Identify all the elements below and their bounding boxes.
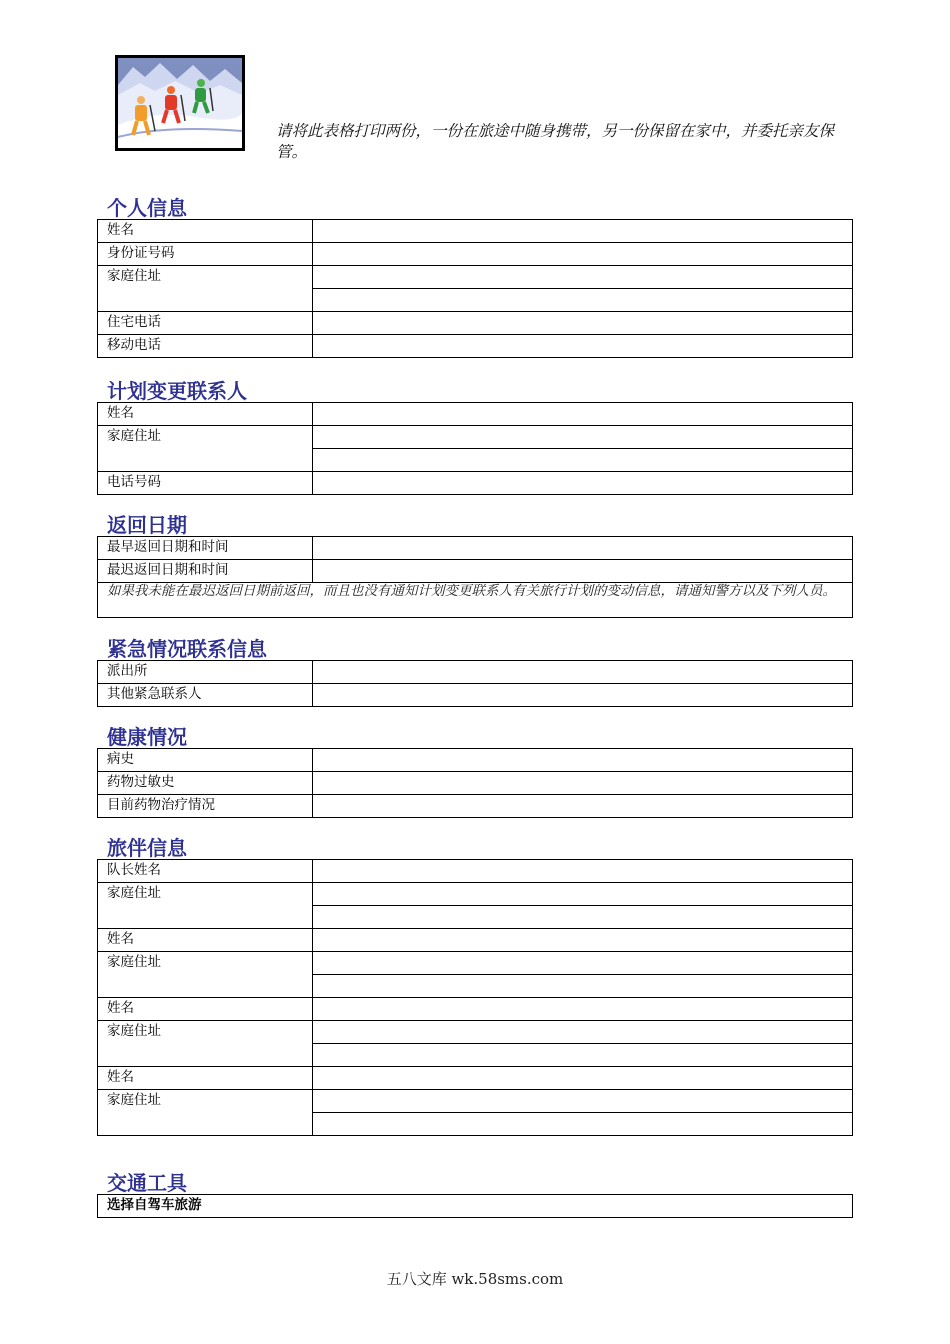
table-row xyxy=(98,426,853,449)
transport-table xyxy=(97,1194,853,1218)
section-title-plan-contact: 计划变更联系人 xyxy=(107,379,247,403)
medical-history-input-cell[interactable] xyxy=(313,749,853,772)
section-title-personal: 个人信息 xyxy=(107,196,187,220)
footer-watermark: 五八文库 wk.58sms.com xyxy=(386,1270,564,1288)
field-label: 住宅电话 xyxy=(98,312,313,335)
table-row xyxy=(98,266,853,289)
latest-return-input-cell[interactable] xyxy=(313,560,853,583)
field-label: 家庭住址 xyxy=(98,1090,313,1136)
field-label: 家庭住址 xyxy=(98,952,313,998)
other-contact-input-cell[interactable] xyxy=(313,684,853,707)
leader-address-line-2-input-cell[interactable] xyxy=(313,906,853,929)
id-number-input-cell[interactable] xyxy=(313,243,853,266)
companion-3-address-line-1-input-cell[interactable] xyxy=(313,1090,853,1113)
table-row xyxy=(98,860,853,883)
companions-table xyxy=(97,859,853,1136)
companion-1-name-input-cell[interactable] xyxy=(313,929,853,952)
contact-phone-input-cell[interactable] xyxy=(313,472,853,495)
field-label: 病史 xyxy=(98,749,313,772)
table-row xyxy=(98,772,853,795)
section-title-return-date: 返回日期 xyxy=(107,513,187,537)
health-table xyxy=(97,748,853,818)
table-row xyxy=(98,684,853,707)
name-input-cell[interactable] xyxy=(313,220,853,243)
mobile-phone-input-cell[interactable] xyxy=(313,335,853,358)
companion-1-address-line-2-input-cell[interactable] xyxy=(313,975,853,998)
personal-info-table xyxy=(97,219,853,358)
field-label: 家庭住址 xyxy=(98,883,313,929)
table-row xyxy=(98,1195,853,1218)
table-row xyxy=(98,795,853,818)
field-label: 姓名 xyxy=(98,1067,313,1090)
table-row xyxy=(98,883,853,906)
field-label: 身份证号码 xyxy=(98,243,313,266)
table-row xyxy=(98,952,853,975)
field-label: 家庭住址 xyxy=(98,1021,313,1067)
section-title-transport: 交通工具 xyxy=(107,1171,187,1195)
contact-address-line-2-input-cell[interactable] xyxy=(313,449,853,472)
table-row xyxy=(98,312,853,335)
table-row xyxy=(98,1067,853,1090)
table-row xyxy=(98,243,853,266)
table-row xyxy=(98,1021,853,1044)
field-label: 电话号码 xyxy=(98,472,313,495)
table-row xyxy=(98,583,853,618)
field-label: 目前药物治疗情况 xyxy=(98,795,313,818)
field-label: 姓名 xyxy=(98,403,313,426)
field-label: 姓名 xyxy=(98,220,313,243)
table-row xyxy=(98,220,853,243)
field-label: 最迟返回日期和时间 xyxy=(98,560,313,583)
contact-name-input-cell[interactable] xyxy=(313,403,853,426)
table-row xyxy=(98,560,853,583)
intro-instructions: 请将此表格打印两份，一份在旅途中随身携带，另一份保留在家中，并委托亲友保管。 xyxy=(276,122,835,161)
police-station-input-cell[interactable] xyxy=(313,661,853,684)
table-row xyxy=(98,335,853,358)
return-note: 如果我未能在最迟返回日期前返回，而且也没有通知计划变更联系人有关旅行计划的变动信息，请通知警方以及下列人员。 xyxy=(98,583,853,618)
table-row xyxy=(98,403,853,426)
field-label: 药物过敏史 xyxy=(98,772,313,795)
emergency-table xyxy=(97,660,853,707)
companion-3-address-line-2-input-cell[interactable] xyxy=(313,1113,853,1136)
hikers-logo-image xyxy=(115,55,245,151)
field-label: 家庭住址 xyxy=(98,266,313,312)
table-row xyxy=(98,998,853,1021)
table-row xyxy=(98,537,853,560)
leader-name-input-cell[interactable] xyxy=(313,860,853,883)
section-title-health: 健康情况 xyxy=(107,725,187,749)
companion-3-name-input-cell[interactable] xyxy=(313,1067,853,1090)
section-title-companions: 旅伴信息 xyxy=(107,836,187,860)
companion-2-name-input-cell[interactable] xyxy=(313,998,853,1021)
companion-1-address-line-1-input-cell[interactable] xyxy=(313,952,853,975)
field-label: 家庭住址 xyxy=(98,426,313,472)
allergy-input-cell[interactable] xyxy=(313,772,853,795)
field-label: 姓名 xyxy=(98,998,313,1021)
field-label: 移动电话 xyxy=(98,335,313,358)
companion-2-address-line-2-input-cell[interactable] xyxy=(313,1044,853,1067)
companion-2-address-line-1-input-cell[interactable] xyxy=(313,1021,853,1044)
field-label: 队长姓名 xyxy=(98,860,313,883)
address-line-1-input-cell[interactable] xyxy=(313,266,853,289)
table-row xyxy=(98,472,853,495)
address-line-2-input-cell[interactable] xyxy=(313,289,853,312)
table-row xyxy=(98,1090,853,1113)
return-date-table xyxy=(97,536,853,618)
plan-contact-table xyxy=(97,402,853,495)
table-row xyxy=(98,661,853,684)
field-label: 派出所 xyxy=(98,661,313,684)
self-drive-label: 选择自驾车旅游 xyxy=(98,1195,853,1218)
table-row xyxy=(98,749,853,772)
medication-input-cell[interactable] xyxy=(313,795,853,818)
leader-address-line-1-input-cell[interactable] xyxy=(313,883,853,906)
earliest-return-input-cell[interactable] xyxy=(313,537,853,560)
field-label: 其他紧急联系人 xyxy=(98,684,313,707)
table-row xyxy=(98,929,853,952)
section-title-emergency: 紧急情况联系信息 xyxy=(107,637,267,661)
field-label: 最早返回日期和时间 xyxy=(98,537,313,560)
home-phone-input-cell[interactable] xyxy=(313,312,853,335)
field-label: 姓名 xyxy=(98,929,313,952)
contact-address-line-1-input-cell[interactable] xyxy=(313,426,853,449)
